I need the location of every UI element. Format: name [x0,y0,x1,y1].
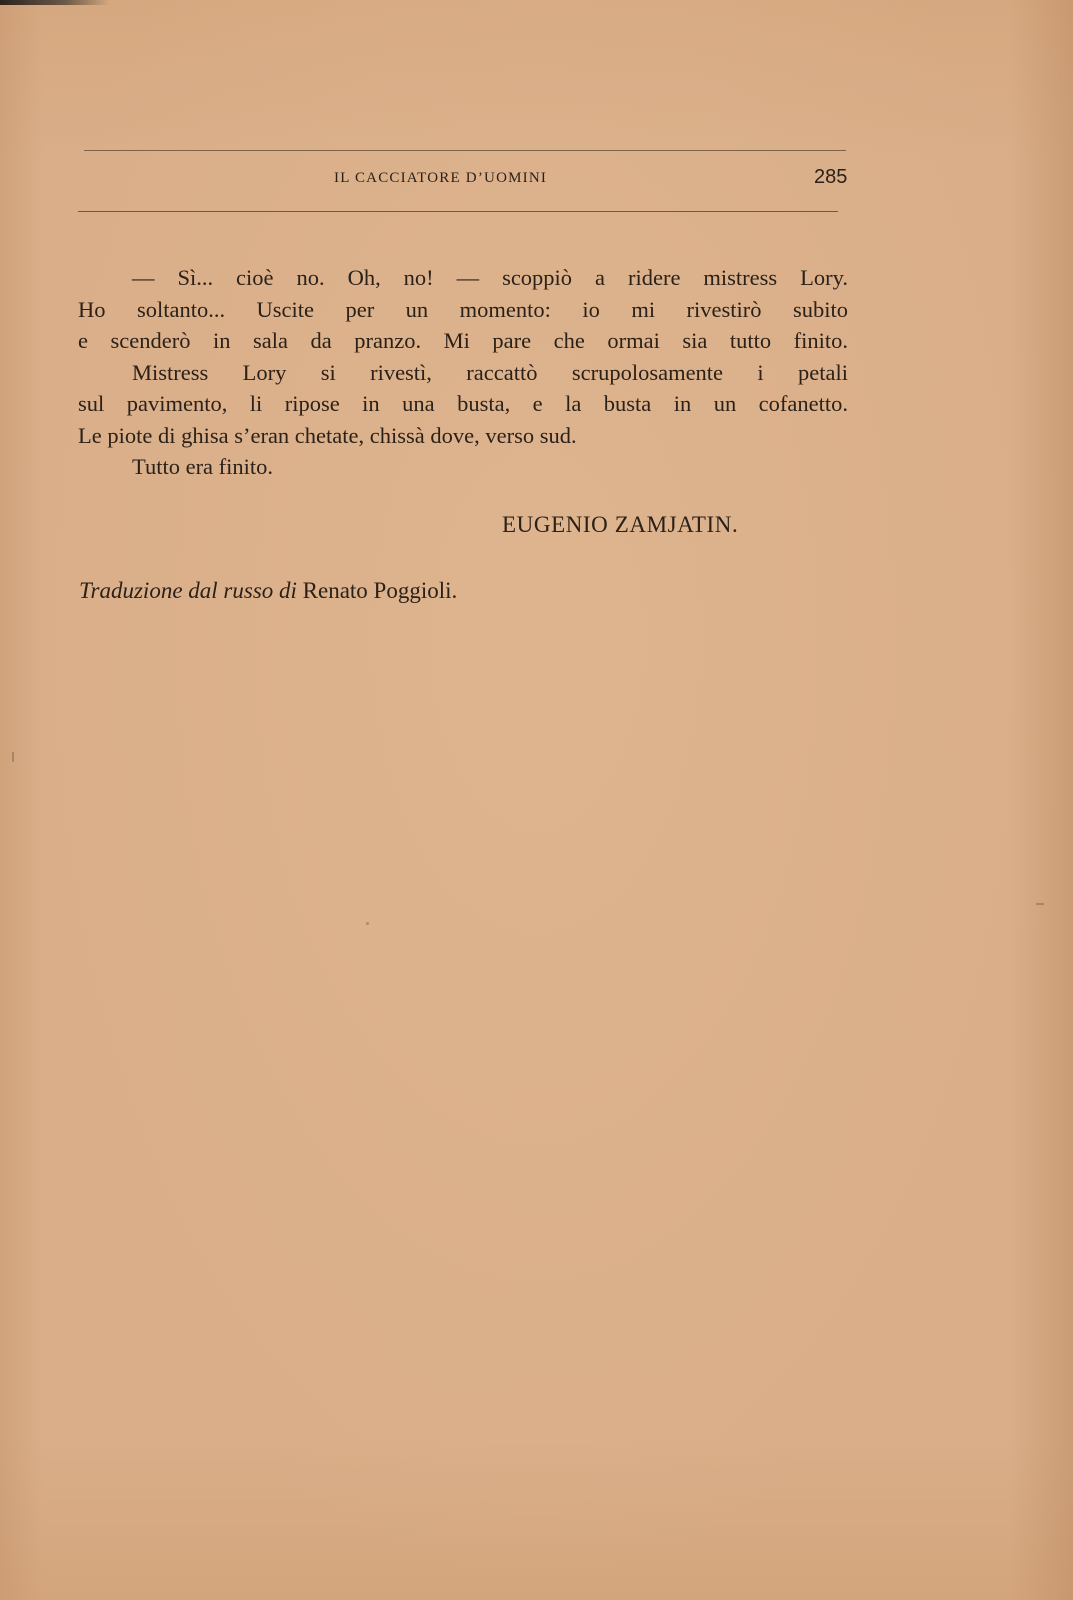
header-rule-top [84,150,846,151]
translator-name: Renato Poggioli. [302,578,458,603]
text-line: Mistress Lory si rivestì, raccattò scrupolosamente i petali [132,359,848,385]
paper-speck [12,752,14,762]
running-title: IL CACCIATORE D’UOMINI [334,170,548,186]
header-rule-bottom [78,211,838,212]
text-line: Ho soltanto... Uscite per un momento: io mi rivestirò subito [78,296,848,322]
text-line: sul pavimento, li ripose in una busta, e la busta in un cofanetto. [78,391,848,416]
scan-edge-mark [0,0,110,5]
credit-label: Traduzione dal russo di [79,578,297,603]
body-text [78,262,848,483]
author-signature: EUGENIO ZAMJATIN. [502,512,739,537]
paper-speck [1036,903,1044,905]
text-line: e scenderò in sala da pranzo. Mi pare che ormai sia tutto finito. [78,328,848,353]
text-line: — Sì... cioè no. Oh, no! — scoppiò a ridere mistress Lory. [132,265,848,290]
translation-credit [79,578,457,604]
page-number: 285 [814,166,848,188]
text-line: Tutto era finito. [132,454,274,479]
paper-speck [366,922,369,925]
text-line: Le piote di ghisa s’eran chetate, chissà dove, verso sud. [78,422,577,448]
